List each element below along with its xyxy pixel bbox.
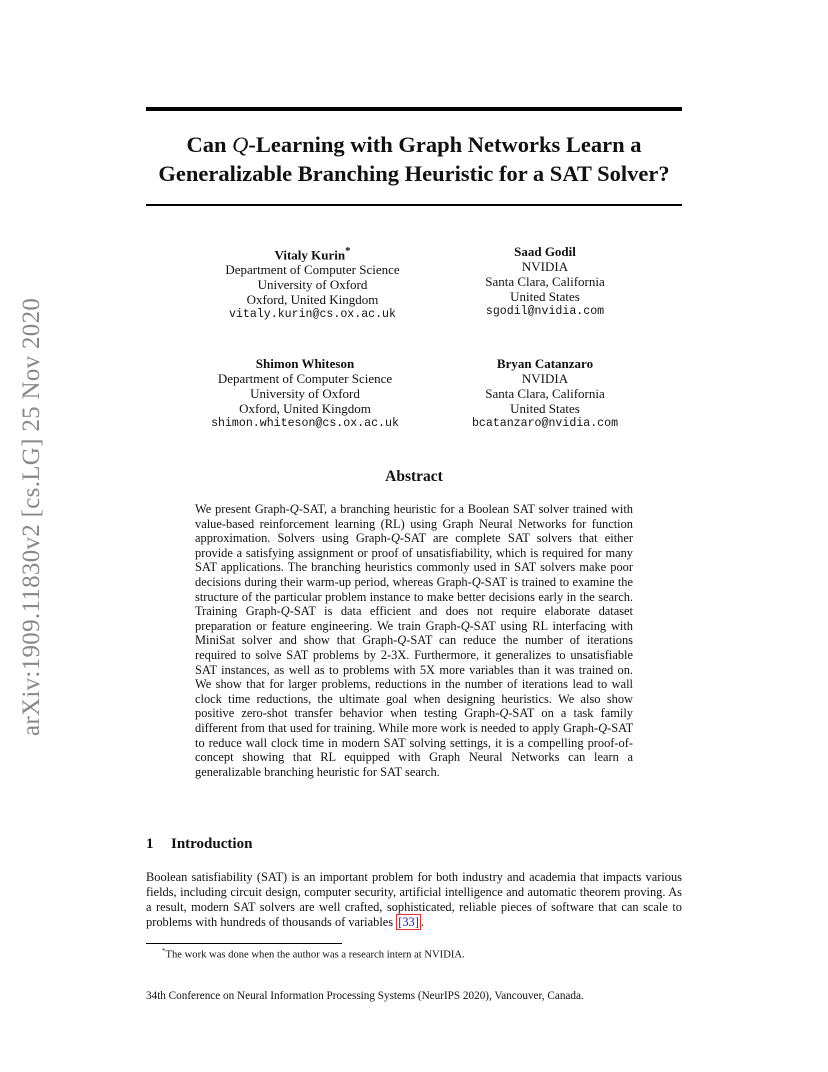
author-department: Department of Computer Science	[225, 262, 400, 278]
abstract-heading: Abstract	[385, 468, 443, 485]
footnote	[162, 947, 465, 961]
author-block-godil	[440, 244, 650, 319]
author-email[interactable]: sgodil@nvidia.com	[485, 305, 605, 318]
title-bottom-rule	[146, 204, 682, 206]
title-top-rule	[146, 107, 682, 111]
author-email[interactable]: vitaly.kurin@cs.ox.ac.uk	[229, 308, 396, 322]
title-part-1: Can	[186, 132, 233, 157]
author-location: Oxford, United Kingdom	[239, 401, 371, 416]
conference-note: 34th Conference on Neural Information Processing Systems (NeurIPS 2020), Vancouver, Canada.	[146, 990, 584, 1002]
author-email[interactable]: shimon.whiteson@cs.ox.ac.uk	[211, 417, 399, 430]
citation-link[interactable]: [33]	[398, 915, 419, 929]
introduction-paragraph	[146, 870, 682, 930]
author-block-catanzaro	[440, 356, 650, 431]
footnote-rule	[146, 943, 342, 944]
author-name: Vitaly Kurin*	[274, 245, 351, 263]
section-number: 1	[146, 836, 154, 852]
author-name: Shimon Whiteson	[255, 356, 355, 371]
title-part-2: -Learning with Graph Networks Learn a	[248, 132, 642, 157]
author-organization: NVIDIA	[521, 259, 569, 274]
author-location: Santa Clara, California	[485, 274, 605, 289]
author-location: Oxford, United Kingdom	[246, 292, 379, 308]
author-name: Saad Godil	[514, 244, 576, 259]
author-location: Santa Clara, California	[485, 386, 605, 401]
footnote-text: The work was done when the author was a research intern at NVIDIA.	[165, 949, 465, 961]
author-organization: NVIDIA	[521, 371, 569, 386]
introduction-text: Boolean satisfiability (SAT) is an important problem for both industry and academia that impacts various fields, including circuit design, computer security, artificial intelligence and automatic theorem proving. As a result, modern SAT solvers are well crafted, sophisticated, reliable pieces of software that can scale to problems with hundreds of thousands of variables	[146, 870, 682, 929]
author-country: United States	[510, 289, 580, 304]
footnote-marker: *	[345, 245, 351, 257]
author-country: United States	[510, 401, 580, 416]
paper-title	[146, 130, 682, 188]
author-department: Department of Computer Science	[217, 371, 393, 386]
abstract-body: We present Graph-Q-SAT, a branching heuristic for a Boolean SAT solver trained with value-based reinforcement learning (RL) using Graph Neural Networks for function approximation. Solvers using Graph-Q-SAT are complete SAT solvers that either provide a satisfying assignment or proof of unsatisfiability, which is required for many SAT applications. The branching heuristics commonly used in SAT solvers make poor decisions during their warm-up period, whereas Graph-Q-SAT is trained to examine the structure of the particular problem instance to make better decisions early in the search. Training Graph-Q-SAT is data efficient and does not require elaborate dataset preparation or feature engineering. We train Graph-Q-SAT using RL interfacing with MiniSat solver and show that Graph-Q-SAT can reduce the number of iterations required to solve SAT problems by 2-3X. Furthermore, it generalizes to unsatisfiable SAT instances, as well as to problems with 5X more variables than it was trained on. We show that for larger problems, reductions in the number of iterations lead to wall clock time reductions, the ultimate goal when designing heuristics. We also show positive zero-shot transfer behavior when testing Graph-Q-SAT on a task family different from that used for training. While more work is needed to apply Graph-Q-SAT to reduce wall clock time in modern SAT solving settings, it is a compelling proof-of-concept showing that RL equipped with Graph Neural Networks can learn a generalizable branching heuristic for SAT search.	[195, 502, 634, 779]
section-heading-introduction	[146, 836, 252, 853]
author-block-whiteson	[195, 356, 415, 431]
section-title: Introduction	[171, 836, 253, 852]
footnote-marker: *	[162, 947, 166, 955]
title-line-2: Generalizable Branching Heuristic for a SAT Solver?	[158, 161, 670, 186]
author-organization: University of Oxford	[257, 277, 368, 293]
author-email[interactable]: bcatanzaro@nvidia.com	[471, 417, 619, 430]
arxiv-stamp: arXiv:1909.11830v2 [cs.LG] 25 Nov 2020	[18, 297, 45, 736]
author-block-kurin	[200, 244, 425, 322]
title-line-1	[146, 130, 682, 159]
author-organization: University of Oxford	[250, 386, 360, 401]
title-q-symbol: Q	[232, 132, 249, 157]
introduction-text-end: .	[420, 915, 424, 929]
author-name: Bryan Catanzaro	[496, 356, 594, 371]
